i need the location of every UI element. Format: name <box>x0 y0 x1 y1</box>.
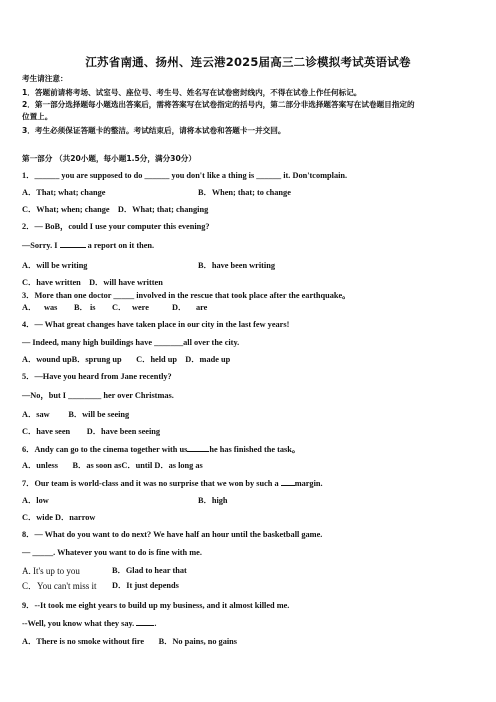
answer-blank <box>187 444 209 452</box>
option-b-letter[interactable]: B． <box>74 303 88 312</box>
question-1-options-row2 <box>22 205 208 215</box>
option-a[interactable]: A．That; what; change <box>22 188 106 197</box>
question-9-stem-line2: --Well, you know what they say. . <box>22 619 157 628</box>
option-a-letter[interactable]: A． <box>22 303 37 312</box>
option-a[interactable]: A．low <box>22 496 49 505</box>
option-d[interactable]: are <box>196 303 208 312</box>
option-b[interactable]: B．No pains, no gains <box>158 637 237 646</box>
option-a[interactable]: was <box>44 303 58 312</box>
question-3-stem: 3．More than one doctor _____ involved in the rescue that took place after the earthquake。 <box>22 291 351 300</box>
option-d[interactable]: D．have been seeing <box>86 427 161 436</box>
section-heading: 第一部分 （共20小题，每小题1.5分，满分30分） <box>22 154 196 163</box>
question-5-stem-line2: —No，but I ________ her over Christmas. <box>22 391 174 400</box>
question-8-options-row2 <box>22 581 179 592</box>
option-c[interactable]: C．have seen <box>22 427 71 436</box>
question-4-options-row1 <box>22 355 230 365</box>
option-b[interactable]: B．Glad to hear that <box>112 566 187 575</box>
option-c[interactable]: C．have written <box>22 278 81 287</box>
question-2-stem-line2: —Sorry. I a report on it then. <box>22 241 155 250</box>
option-d[interactable]: D．will have written <box>89 278 163 287</box>
option-c[interactable]: C．You can't miss it <box>22 581 97 591</box>
option-c[interactable]: C．held up <box>136 355 177 364</box>
option-a[interactable]: A．There is no smoke without fire <box>22 637 145 646</box>
option-d[interactable]: D．made up <box>185 355 231 364</box>
option-b[interactable]: B．will be seeing <box>68 410 130 419</box>
notice-item-1: 1．答题前请将考场、试室号、座位号、考生号、姓名写在试卷密封线内，不得在试卷上作任何标记。 <box>22 88 362 97</box>
question-7-stem: 7．Our team is world-class and it was no surprise that we won by such a margin. <box>22 479 323 488</box>
question-7-options-row1 <box>22 496 228 506</box>
option-c[interactable]: were <box>132 303 149 312</box>
question-9-stem: 9．--It took me eight years to build up my business, and it almost killed me. <box>22 601 290 610</box>
question-9-options-row1 <box>22 637 237 647</box>
option-b-c-d[interactable]: B．as soon asC．until D．as long as <box>72 461 203 470</box>
option-c[interactable]: C．What; when; change <box>22 205 110 214</box>
option-a[interactable]: A. It's up to you <box>22 566 80 576</box>
question-2-stem: 2．— BoB，could I use your computer this evening? <box>22 222 210 231</box>
question-2-options-row2 <box>22 278 163 288</box>
question-6-options-row1 <box>22 461 203 471</box>
option-c-d[interactable]: C．wide D．narrow <box>22 513 96 522</box>
question-8-options-row1 <box>22 566 187 577</box>
answer-blank <box>136 618 154 626</box>
notice-item-2: 2．第一部分选择题每小题选出答案后，需将答案写在试卷指定的括号内，第二部分非选择题答案写在试卷题目指定的 <box>22 100 415 109</box>
question-1-stem: 1．______ you are supposed to do ______ you don't like a thing is ______ it. Don'tcomplain. <box>22 171 348 180</box>
option-b[interactable]: B．high <box>198 496 228 505</box>
question-4-stem-line2: — Indeed, many high buildings have _______all over the city. <box>22 338 240 347</box>
option-c-letter[interactable]: C． <box>112 303 127 312</box>
notice-heading: 考生请注意： <box>22 74 68 83</box>
page-title: 江苏省南通、扬州、连云港2025届高三二诊模拟考试英语试卷 <box>85 55 411 69</box>
option-a[interactable]: A．saw <box>22 410 50 419</box>
question-5-stem: 5．—Have you heard from Jane recently? <box>22 372 172 381</box>
question-3-options-row1 <box>22 303 208 313</box>
answer-blank <box>281 478 295 486</box>
answer-blank <box>60 240 86 248</box>
question-8-stem: 8．— What do you want to do next? We have half an hour until the basketball game. <box>22 530 323 539</box>
question-2-options-row1 <box>22 261 275 271</box>
option-b[interactable]: is <box>90 303 96 312</box>
option-a[interactable]: A．will be writing <box>22 261 88 270</box>
question-4-stem: 4．— What great changes have taken place in our city in the last few years! <box>22 320 290 329</box>
question-6-stem: 6．Andy can go to the cinema together with us he has finished the task。 <box>22 445 301 454</box>
notice-item-3: 3．考生必须保证答题卡的整洁。考试结束后，请将本试卷和答题卡一并交回。 <box>22 126 286 135</box>
notice-item-2-cont: 位置上。 <box>22 112 53 121</box>
question-5-options-row2 <box>22 427 160 437</box>
option-b[interactable]: B．When; that; to change <box>198 188 291 197</box>
question-7-options-row2 <box>22 513 95 523</box>
question-8-stem-line2: — _____. Whatever you want to do is fine with me. <box>22 548 202 557</box>
option-a[interactable]: A．unless <box>22 461 58 470</box>
option-a-b[interactable]: A．wound upB．sprung up <box>22 355 122 364</box>
option-d-letter[interactable]: D． <box>172 303 187 312</box>
question-1-options-row1 <box>22 188 291 198</box>
option-d[interactable]: D．What; that; changing <box>117 205 209 214</box>
option-d[interactable]: D．It just depends <box>112 581 179 590</box>
option-b[interactable]: B．have been writing <box>198 261 275 270</box>
question-5-options-row1 <box>22 410 129 420</box>
